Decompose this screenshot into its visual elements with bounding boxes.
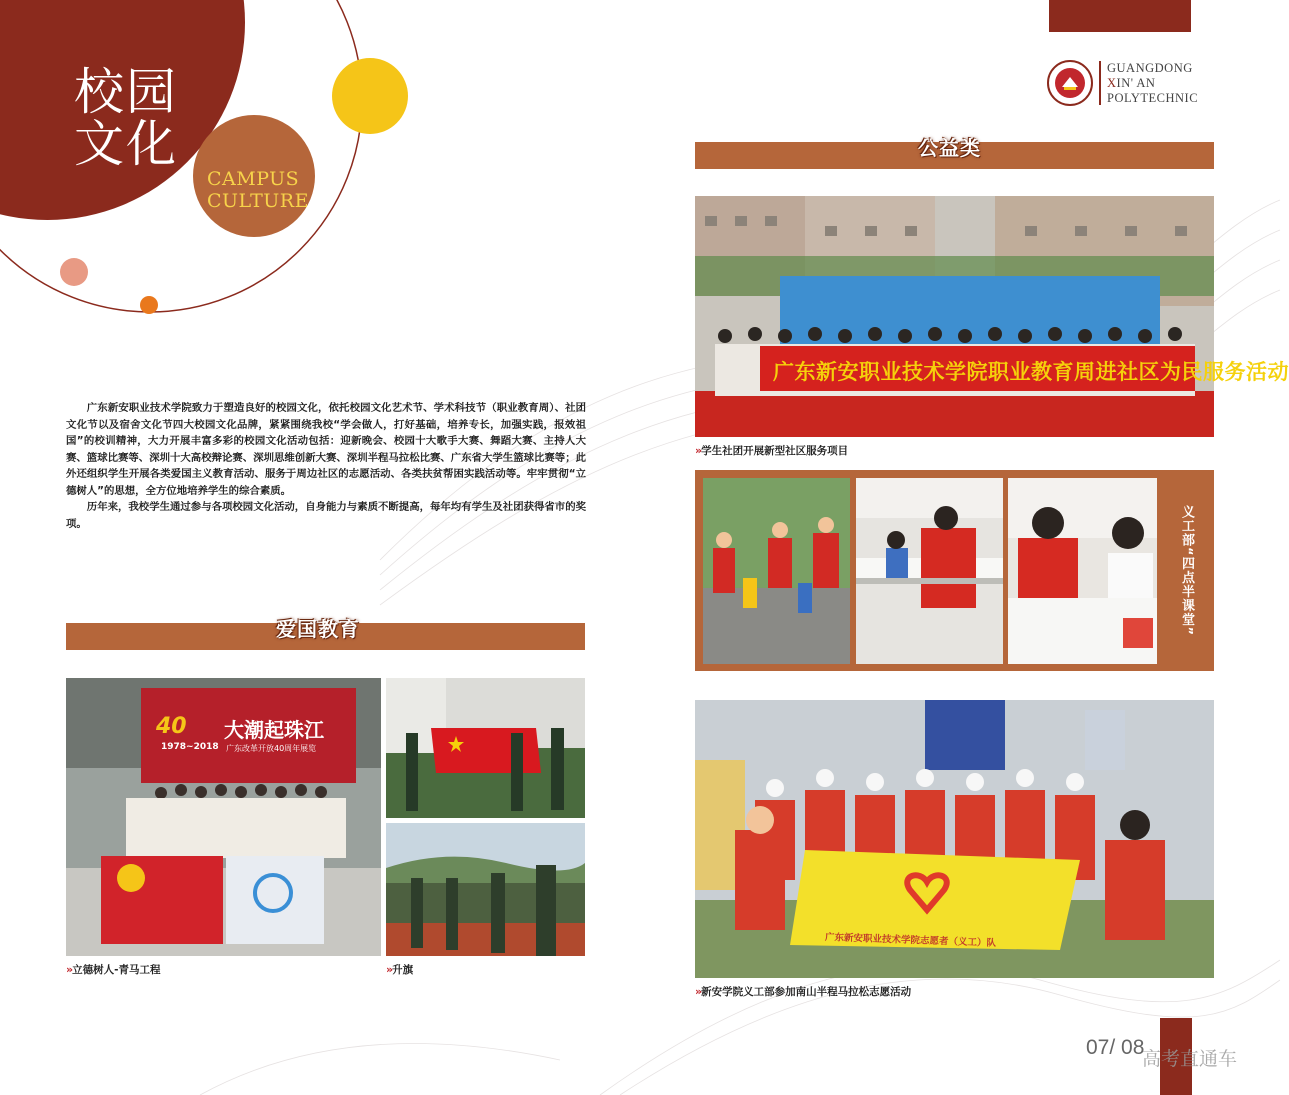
photo-community-service [695,196,1289,437]
chevron-right-icon: » [695,985,700,998]
marathon-flag-text: 广东新安职业技术学院志愿者（义工）队 [824,932,997,949]
school-emblem-icon [1047,60,1093,106]
photo-volunteer-tutoring [1008,478,1157,664]
chevron-right-icon: » [386,963,391,976]
caption-youth-project [66,962,160,977]
logo-text [1107,61,1198,106]
photo-volunteer-walk [703,478,850,664]
caption-text: 学生社团开展新型社区服务项目 [701,445,849,457]
section-banner-public-welfare [695,136,1214,169]
exhibition-banner-number: 40 [156,714,187,739]
section-title-patriotic: 爱国教育 [276,617,360,641]
photo-exhibition-group [66,678,381,956]
page-title-english [207,168,309,212]
logo-divider [1099,61,1101,105]
top-tab-decor [1049,0,1191,32]
caption-flag-raising [386,962,413,977]
exhibition-banner-sub: 广东改革开放40周年展览 [226,744,317,753]
logo-line-2-rest: IN' AN [1116,75,1156,90]
photo-marathon-volunteers [695,700,1214,978]
intro-text [66,400,586,532]
caption-community-service [695,443,848,458]
caption-text: 新安学院义工部参加南山半程马拉松志愿活动 [701,986,912,998]
school-logo [1047,60,1198,106]
exhibition-banner-years: 1978~2018 [161,742,219,752]
watermark-text: 高考直通车 [1142,1048,1238,1070]
caption-marathon [695,984,911,999]
title-line-2: 文化 [74,115,178,173]
logo-letter-x: X [1107,75,1117,90]
chevron-right-icon: » [695,444,700,457]
logo-line-1: GUANGDONG [1107,60,1193,75]
title-line-1: 校园 [74,63,178,121]
exhibition-banner-title: 大潮起珠江 [224,718,324,742]
volunteer-vertical-label: 义工部“四点半课堂” [1179,505,1194,637]
photo-honor-guard [386,823,585,956]
intro-paragraph-1: 广东新安职业技术学院致力于塑造良好的校园文化，依托校园文化艺术节、学术科技节（职业教育周）、社团文化节以及宿舍文化节四大校园文化品牌，紧紧围绕我校“学会做人，打好基础，培养专长，加强实践，报效祖国”的校训精神，大力开展丰富多彩的校园文化活动包括：迎新晚会、校园十大歌手大赛、舞蹈大赛、主持人大赛、篮球比赛等、深圳十大高校辩论赛、深圳思维创新大赛、深圳半程马拉松比赛、广东省大学生篮球比赛等；此外还组织学生开展各类爱国主义教育活动、服务于周边社区的志愿活动、各类扶贫帮困实践活动等。牢牢贯彻“立德树人”的思想，全方位地培养学生的综合素质。 [66,402,586,497]
title-en-line-1: CAMPUS [207,168,300,190]
page-title-chinese [74,63,178,173]
decor-circle-pink [60,258,88,286]
photo-volunteer-classroom [856,478,1003,664]
photo-flag-raising [386,678,585,818]
caption-text: 升旗 [392,964,414,976]
logo-line-2 [1107,76,1198,91]
intro-paragraph-2: 历年来，我校学生通过参与各项校园文化活动，自身能力与素质不断提高，每年均有学生及社团获得省市的奖项。 [66,501,586,530]
caption-text: 立德树人-青马工程 [72,964,161,976]
decor-circle-small-orange [140,296,158,314]
community-banner-text: 广东新安职业技术学院职业教育周进社区为民服务活动 [773,360,1289,384]
chevron-right-icon: » [66,963,71,976]
title-en-line-2: CULTURE [207,190,309,212]
section-title-public-welfare: 公益类 [918,136,981,160]
section-banner-patriotic [66,617,585,650]
decor-circle-yellow [332,58,408,134]
logo-line-3: POLYTECHNIC [1107,90,1199,105]
page-number: 07/ 08 [1086,1036,1145,1059]
